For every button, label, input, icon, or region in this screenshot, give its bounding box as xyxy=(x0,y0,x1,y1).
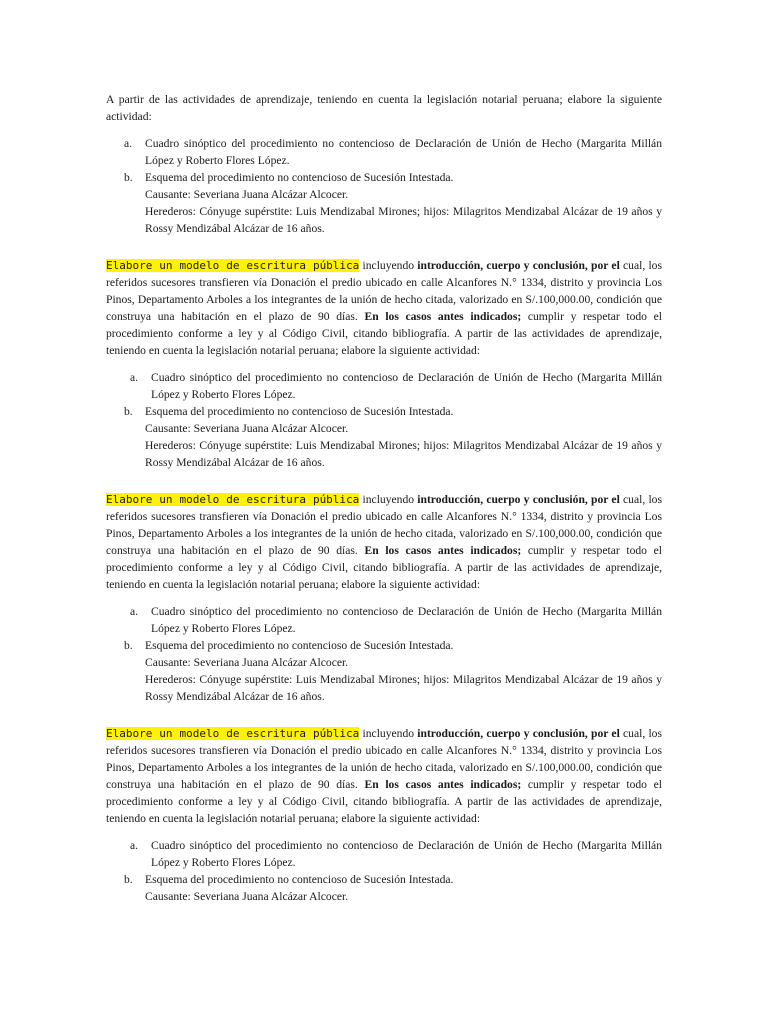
bold-text: introducción, cuerpo y conclusión, por el xyxy=(417,493,620,506)
bold-text: En los casos antes indicados; xyxy=(364,310,522,323)
activity-list xyxy=(106,603,662,705)
list-item-b xyxy=(106,403,662,471)
paragraph-text: incluyendo xyxy=(359,259,418,272)
list-marker: a. xyxy=(124,137,133,150)
list-marker: b. xyxy=(124,171,133,184)
activity-list xyxy=(106,135,662,237)
list-item-text: Cuadro sinóptico del procedimiento no contencioso de Declaración de Unión de Hecho (Margarita Millán López y Roberto Flores López. xyxy=(151,371,662,401)
causante-line: Causante: Severiana Juana Alcázar Alcocer. xyxy=(145,890,349,903)
bold-text: En los casos antes indicados; xyxy=(364,778,522,791)
list-item-a xyxy=(106,135,662,169)
bold-text: En los casos antes indicados; xyxy=(364,544,522,557)
highlighted-text: Elabore un modelo de escritura pública xyxy=(106,259,360,272)
assignment-paragraph xyxy=(106,725,662,827)
activity-list xyxy=(106,369,662,471)
causante-line: Causante: Severiana Juana Alcázar Alcocer. xyxy=(145,188,349,201)
list-item-text: Esquema del procedimiento no contencioso de Sucesión Intestada. xyxy=(145,639,454,652)
herederos-line: Herederos: Cónyuge supérstite: Luis Mendizabal Mirones; hijos: Milagritos Mendizabal Alcázar de 19 años y Rossy Mendizábal Alcázar de 16 años. xyxy=(145,205,662,235)
list-item-b xyxy=(106,637,662,705)
herederos-line: Herederos: Cónyuge supérstite: Luis Mendizabal Mirones; hijos: Milagritos Mendizabal Alcázar de 19 años y Rossy Mendizábal Alcázar de 16 años. xyxy=(145,673,662,703)
list-item-text: Cuadro sinóptico del procedimiento no contencioso de Declaración de Unión de Hecho (Margarita Millán López y Roberto Flores López. xyxy=(151,605,662,635)
list-item-a xyxy=(106,603,662,637)
list-item-text: Esquema del procedimiento no contencioso de Sucesión Intestada. xyxy=(145,405,454,418)
list-item-b xyxy=(106,871,662,905)
list-marker: b. xyxy=(124,639,133,652)
assignment-paragraph xyxy=(106,491,662,593)
paragraph-text: cumplir y respetar todo el procedimiento conforme a ley y al Código Civil, citando bibliografía. A partir de las actividades de aprendizaje, teniendo en cuenta la legislación notarial peruana; elabore la siguiente actividad: xyxy=(106,310,662,357)
highlighted-text: Elabore un modelo de escritura pública xyxy=(106,727,360,740)
list-marker: a. xyxy=(130,839,139,852)
paragraph-text: cual, los referidos sucesores transfieren vía Donación el predio ubicado en calle Alcanfores N.° 1334, distrito y provincia Los Pinos, Departamento Arboles a los integrantes de la unión de hecho citada, valorizado en S/.100,000.00, condición que construya una habitación en el plazo de 90 días. xyxy=(106,259,662,323)
list-item-text: Esquema del procedimiento no contencioso de Sucesión Intestada. xyxy=(145,873,454,886)
bold-text: introducción, cuerpo y conclusión, por el xyxy=(417,259,620,272)
paragraph-text: cumplir y respetar todo el procedimiento conforme a ley y al Código Civil, citando bibliografía. A partir de las actividades de aprendizaje, teniendo en cuenta la legislación notarial peruana; elabore la siguiente actividad: xyxy=(106,544,662,591)
paragraph-text: cumplir y respetar todo el procedimiento conforme a ley y al Código Civil, citando bibliografía. A partir de las actividades de aprendizaje, teniendo en cuenta la legislación notarial peruana; elabore la siguiente actividad: xyxy=(106,778,662,825)
bold-text: introducción, cuerpo y conclusión, por el xyxy=(417,727,620,740)
paragraph-text: incluyendo xyxy=(359,727,418,740)
assignment-paragraph xyxy=(106,257,662,359)
herederos-line: Herederos: Cónyuge supérstite: Luis Mendizabal Mirones; hijos: Milagritos Mendizabal Alcázar de 19 años y Rossy Mendizábal Alcázar de 16 años. xyxy=(145,439,662,469)
intro-paragraph: A partir de las actividades de aprendizaje, teniendo en cuenta la legislación notarial peruana; elabore la siguiente actividad: xyxy=(106,93,662,123)
paragraph-text: cual, los referidos sucesores transfieren vía Donación el predio ubicado en calle Alcanfores N.° 1334, distrito y provincia Los Pinos, Departamento Arboles a los integrantes de la unión de hecho citada, valorizado en S/.100,000.00, condición que construya una habitación en el plazo de 90 días. xyxy=(106,727,662,791)
paragraph-text: cual, los referidos sucesores transfieren vía Donación el predio ubicado en calle Alcanfores N.° 1334, distrito y provincia Los Pinos, Departamento Arboles a los integrantes de la unión de hecho citada, valorizado en S/.100,000.00, condición que construya una habitación en el plazo de 90 días. xyxy=(106,493,662,557)
list-marker: a. xyxy=(130,371,139,384)
list-item-text: Cuadro sinóptico del procedimiento no contencioso de Declaración de Unión de Hecho (Margarita Millán López y Roberto Flores López. xyxy=(151,839,662,869)
list-item-b xyxy=(106,169,662,237)
causante-line: Causante: Severiana Juana Alcázar Alcocer. xyxy=(145,422,349,435)
highlighted-text: Elabore un modelo de escritura pública xyxy=(106,493,360,506)
list-item-a xyxy=(106,369,662,403)
list-item-a xyxy=(106,837,662,871)
list-marker: a. xyxy=(130,605,139,618)
list-item-text: Esquema del procedimiento no contencioso de Sucesión Intestada. xyxy=(145,171,454,184)
paragraph-text: incluyendo xyxy=(359,493,418,506)
list-marker: b. xyxy=(124,405,133,418)
activity-list xyxy=(106,837,662,905)
list-marker: b. xyxy=(124,873,133,886)
causante-line: Causante: Severiana Juana Alcázar Alcocer. xyxy=(145,656,349,669)
list-item-text: Cuadro sinóptico del procedimiento no contencioso de Declaración de Unión de Hecho (Margarita Millán López y Roberto Flores López. xyxy=(145,137,662,167)
